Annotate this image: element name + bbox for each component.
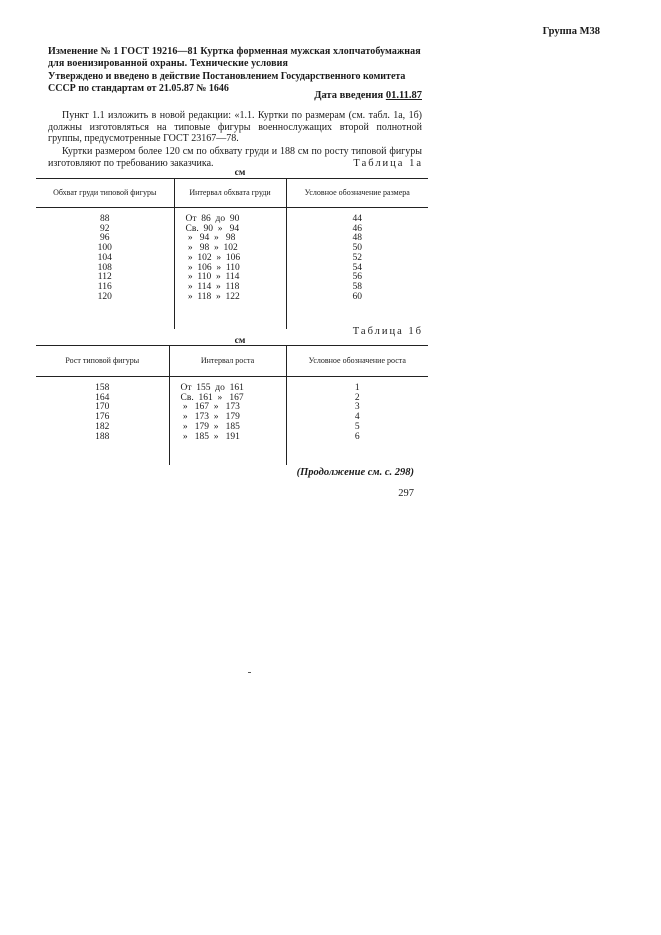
table-1a-header-size: Условное обозначение размера (286, 179, 428, 208)
table-1a-col-interval (174, 208, 286, 330)
table-cell: 96 (100, 233, 110, 244)
table-cell: 108 (97, 262, 112, 273)
table-cell: 44 (352, 214, 362, 224)
table-cell: » 102 » 106 (185, 252, 241, 263)
table-cell: 48 (352, 233, 362, 244)
table-cell: 56 (352, 272, 362, 283)
table-1a-header-chest: Обхват груди типовой фигуры (36, 179, 174, 208)
table-1b-col-interval (169, 377, 286, 466)
table-cell: » 167 » 173 (180, 402, 240, 413)
table-cell: 88 (100, 214, 110, 224)
table-cell: » 185 » 191 (180, 431, 240, 442)
table-1b-header-designation: Условное обозначение роста (286, 346, 428, 377)
table-cell: От 86 до 90 (185, 214, 240, 224)
page-number: 297 (398, 488, 414, 499)
table-cell: 60 (352, 291, 362, 302)
introduction-date-value: 01.11.87 (385, 90, 422, 101)
table-1b (36, 345, 428, 465)
table-cell: » 94 » 98 (185, 233, 236, 244)
table-cell: » 98 » 102 (185, 243, 238, 254)
paragraph-2: Куртки размером более 120 см по обхвату груди и 188 см по росту типовой фигуры изготовляют по требованию заказчика. (48, 146, 422, 169)
table-1a (36, 178, 428, 329)
table-cell: 164 (95, 392, 110, 403)
scan-speck (248, 672, 251, 673)
table-1a-col-chest (36, 208, 174, 330)
table-1a-header-row (36, 179, 428, 208)
table-1b-header-interval: Интервал роста (169, 346, 286, 377)
table-cell: 104 (97, 252, 112, 263)
table-cell: » 110 » 114 (185, 272, 240, 283)
table-cell: 100 (97, 243, 112, 254)
table-cell: » 179 » 185 (180, 421, 240, 432)
table-cell: 52 (352, 252, 362, 263)
table-1a-col-size (286, 208, 428, 330)
paragraph-1: Пункт 1.1 изложить в новой редакции: «1.1. Куртки по размерам (см. табл. 1а, 1б) должны изготовляться на типовые фигуры военнослужащих второй полнотной группы, предусмотренные ГОСТ 23167—78. (48, 110, 422, 144)
table-cell: 3 (354, 402, 360, 413)
table-cell: 92 (100, 223, 110, 234)
table-cell: 6 (354, 431, 360, 442)
table-cell: 188 (95, 431, 110, 442)
table-1a-unit: см (234, 168, 246, 178)
table-cell: 5 (354, 421, 360, 432)
table-cell: От 155 до 161 (180, 383, 244, 393)
introduction-date-label: Дата введения (314, 90, 384, 101)
table-cell: 170 (95, 402, 110, 413)
table-cell: » 118 » 122 (185, 291, 240, 302)
table-cell: 50 (352, 243, 362, 254)
table-cell: 58 (352, 281, 362, 292)
table-1b-col-designation (286, 377, 428, 466)
table-1b-header-row (36, 346, 428, 377)
approval-note: Утверждено и введено в действие Постановлением Государственного комитета СССР по стандартам от 21.05.87 № 1646 (48, 71, 406, 94)
introduction-date (48, 90, 422, 102)
table-1a-body (36, 208, 428, 330)
table-cell: 2 (354, 392, 360, 403)
table-cell: » 114 » 118 (185, 281, 240, 292)
table-1b-label: Таблица 1б (352, 326, 423, 337)
table-cell: Св. 161 » 167 (180, 392, 244, 403)
table-1b-unit: см (234, 336, 246, 346)
table-cell: 54 (352, 262, 362, 273)
table-cell: 4 (354, 412, 360, 423)
table-cell: 1 (354, 383, 360, 393)
table-1a-header-interval: Интервал обхвата груди (174, 179, 286, 208)
table-cell: 158 (95, 383, 110, 393)
table-cell: » 173 » 179 (180, 412, 240, 423)
group-header: Группа М38 (542, 26, 600, 37)
table-cell: 120 (97, 291, 112, 302)
table-cell: » 106 » 110 (185, 262, 240, 273)
table-1b-header-height: Рост типовой фигуры (36, 346, 169, 377)
continuation-note: (Продолжение см. с. 298) (296, 467, 414, 478)
table-cell: 116 (97, 281, 112, 292)
table-cell: 46 (352, 223, 362, 234)
table-1b-col-height (36, 377, 169, 466)
table-1b-body (36, 377, 428, 466)
table-cell: 182 (95, 421, 110, 432)
table-cell: 112 (97, 272, 112, 283)
change-title: Изменение № 1 ГОСТ 19216—81 Куртка форменная мужская хлопчатобумажная для военизированной охраны. Технические условия (48, 46, 421, 69)
table-cell: 176 (95, 412, 110, 423)
table-cell: Св. 90 » 94 (185, 223, 240, 234)
table-1a-label: Таблица 1а (353, 158, 423, 169)
